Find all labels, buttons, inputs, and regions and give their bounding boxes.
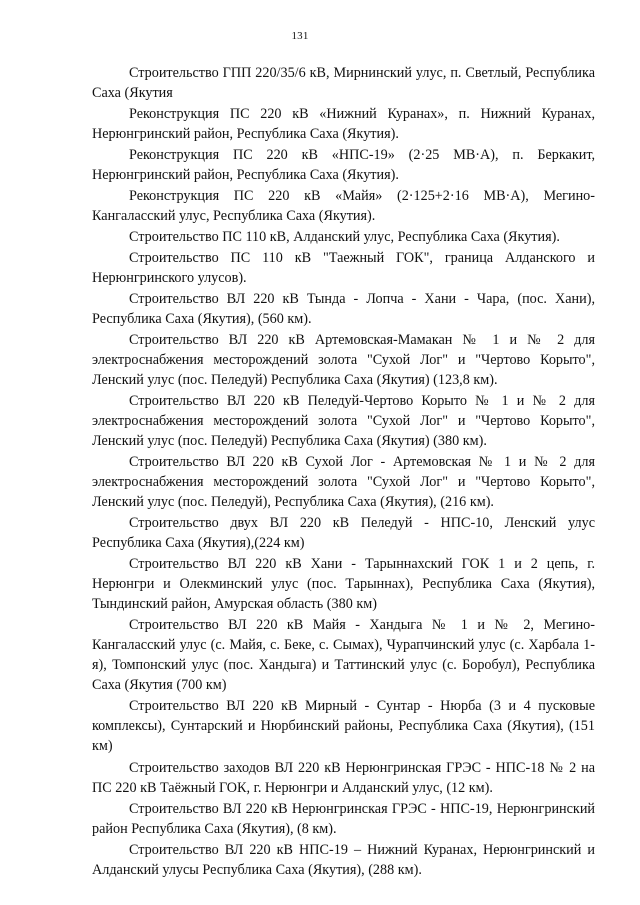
paragraph: Реконструкция ПС 220 кВ «Майя» (2·125+2·16 МВ·А), Мегино-Кангаласский улус, Республика Саха (Якутия). bbox=[92, 188, 595, 224]
paragraph: Строительство ВЛ 220 кВ Хани - Тарыннахский ГОК 1 и 2 цепь, г. Нерюнгри и Олекминский улус (пос. Тарыннах), Республика Саха (Якутия), Тындинский район, Амурская область (380 км) bbox=[92, 556, 595, 612]
document-body bbox=[92, 63, 595, 880]
paragraph: Строительство ВЛ 220 кВ Майя - Хандыга № 1 и № 2, Мегино-Кангаласский улус (с. Майя, с. Беке, с. Сымах), Чурапчинский улус (с. Харбала 1-я), Томпонский улус (пос. Хандыга) и Таттинский улус (с. Боробул), Республика Саха (Якутия (700 км) bbox=[92, 617, 595, 693]
paragraph: Строительство ПС 110 кВ, Алданский улус, Республика Саха (Якутия). bbox=[129, 229, 560, 245]
paragraph: Строительство двух ВЛ 220 кВ Пеледуй - НПС-10, Ленский улус Республика Саха (Якутия),(224 км) bbox=[92, 515, 595, 551]
page-number: 131 bbox=[291, 30, 309, 42]
paragraph: Строительство ВЛ 220 кВ Тында - Лопча - Хани - Чара, (пос. Хани), Республика Саха (Якутия), (560 км). bbox=[92, 291, 595, 327]
paragraph: Строительство ВЛ 220 кВ НПС-19 – Нижний Куранах, Нерюнгринский и Алданский улусы Республика Саха (Якутия), (288 км). bbox=[92, 842, 595, 878]
paragraph: Реконструкция ПС 220 кВ «Нижний Куранах», п. Нижний Куранах, Нерюнгринский район, Республика Саха (Якутия). bbox=[92, 106, 595, 142]
paragraph: Строительство ПС 110 кВ "Таежный ГОК", граница Алданского и Нерюнгринского улусов). bbox=[92, 250, 595, 286]
paragraph: Строительство ВЛ 220 кВ Мирный - Сунтар - Нюрба (3 и 4 пусковые комплексы), Сунтарский и Нюрбинский районы, Республика Саха (Якутия), (151 км) bbox=[92, 698, 595, 754]
paragraph: Строительство ВЛ 220 кВ Артемовская-Мамакан № 1 и № 2 для электроснабжения месторождений золота "Сухой Лог" и "Чертово Корыто", Ленский улус (пос. Пеледуй) Республика Саха (Якутия) (123,8 км). bbox=[92, 332, 595, 388]
paragraph: Строительство ВЛ 220 кВ Пеледуй-Чертово Корыто № 1 и № 2 для электроснабжения месторождений золота "Сухой Лог" и "Чертово Корыто", Ленский улус (пос. Пеледуй) Республика Саха (Якутия) (380 км). bbox=[92, 393, 595, 449]
paragraph: Строительство заходов ВЛ 220 кВ Нерюнгринская ГРЭС - НПС-18 № 2 на ПС 220 кВ Таёжный ГОК, г. Нерюнгри и Алданский улус, (12 км). bbox=[92, 760, 595, 796]
paragraph: Строительство ГПП 220/35/6 кВ, Мирнинский улус, п. Светлый, Республика Саха (Якутия bbox=[92, 65, 595, 101]
paragraph: Реконструкция ПС 220 кВ «НПС-19» (2·25 МВ·А), п. Беркакит, Нерюнгринский район, Республика Саха (Якутия). bbox=[92, 147, 595, 183]
paragraph: Строительство ВЛ 220 кВ Нерюнгринская ГРЭС - НПС-19, Нерюнгринский район Республика Саха (Якутия), (8 км). bbox=[92, 801, 595, 837]
paragraph: Строительство ВЛ 220 кВ Сухой Лог - Артемовская № 1 и № 2 для электроснабжения месторождений золота "Сухой Лог" и "Чертово Корыто", Ленский улус (пос. Пеледуй), Республика Саха (Якутия), (216 км). bbox=[92, 454, 595, 510]
